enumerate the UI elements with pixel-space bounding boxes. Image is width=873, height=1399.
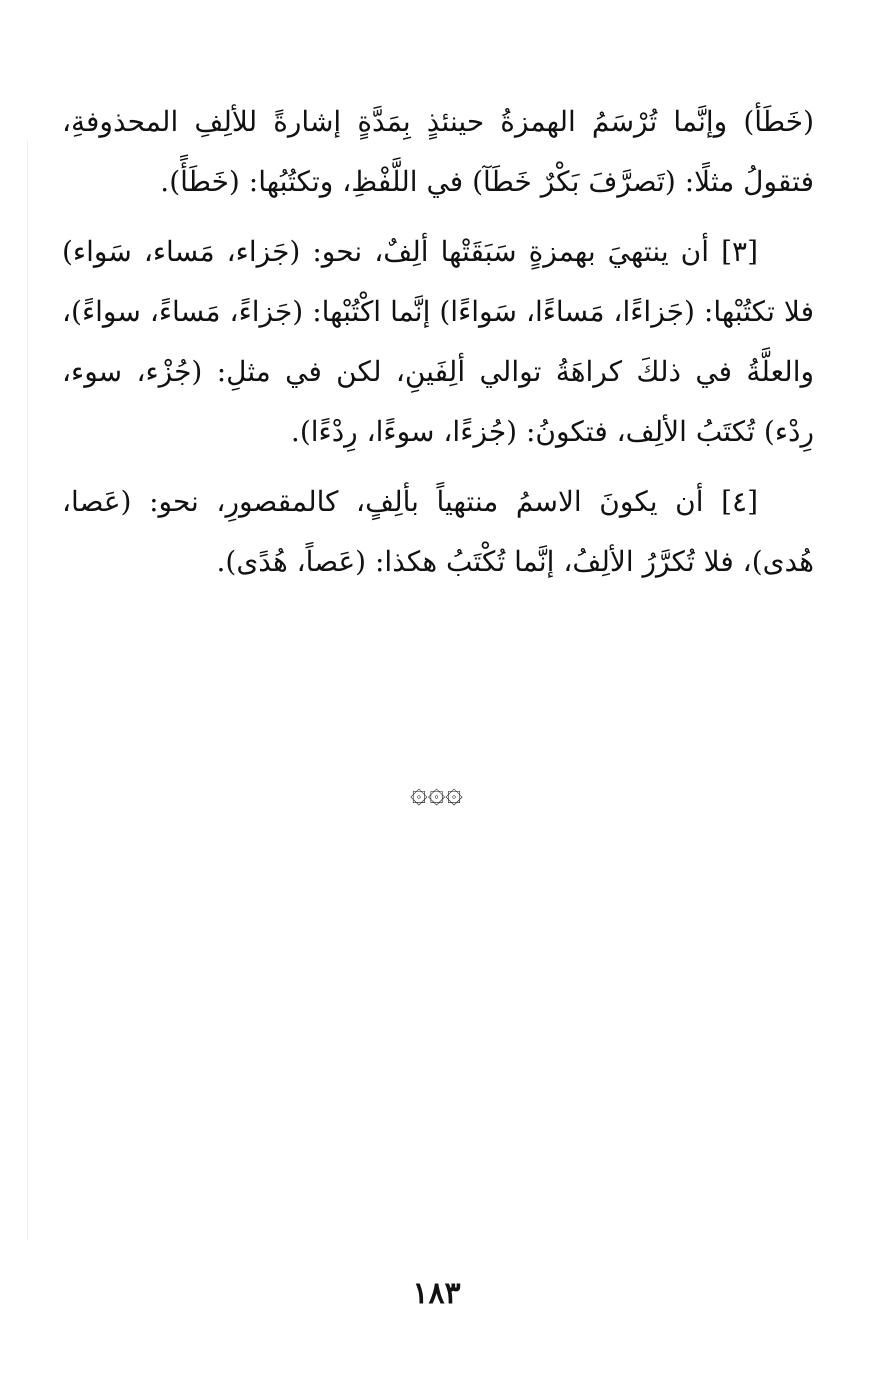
section-separator-ornament: ۞۞۞ [410,775,463,810]
page-number: ١٨٣ [412,1276,461,1311]
paragraph-continuation: (خَطَأ) وإنَّما تُرْسَمُ الهمزةُ حينئذٍ بِمَدَّةٍ إشارةً للألِفِ المحذوفةِ، فتقولُ مثلًا: (تَصرَّفَ بَكْرٌ خَطَآ) في اللَّفْظِ، وتكتُبُها: (خَطَأً). [62,105,814,198]
paragraph-rule-3: [٣] أن ينتهيَ بهمزةٍ سَبَقَتْها ألِفٌ، نحو: (جَزاء، مَساء، سَواء) فلا تكتُبْها: (جَزاءًا، مَساءًا، سَواءًا) إنَّما اكْتُبْها: (جَزاءً، مَساءً، سواءً)، والعلَّةُ في ذلكَ كراهَةُ توالي ألِفَينِ، لكن في مثلِ: (جُزْء، سوء، رِدْء) تُكتَبُ الألِف، فتكونُ: (جُزءًا، سوءًا، رِدْءًا). [62,235,814,448]
paragraph-rule-4: [٤] أن يكونَ الاسمُ منتهياً بألِفٍ، كالمقصورِ، نحو: (عَصا، هُدى)، فلا تُكرَّرُ الألِفُ، إنَّما تُكْتَبُ هكذا: (عَصاً، هُدًى). [62,485,814,578]
body-text [62,92,814,602]
scan-margin-line [27,140,28,1240]
